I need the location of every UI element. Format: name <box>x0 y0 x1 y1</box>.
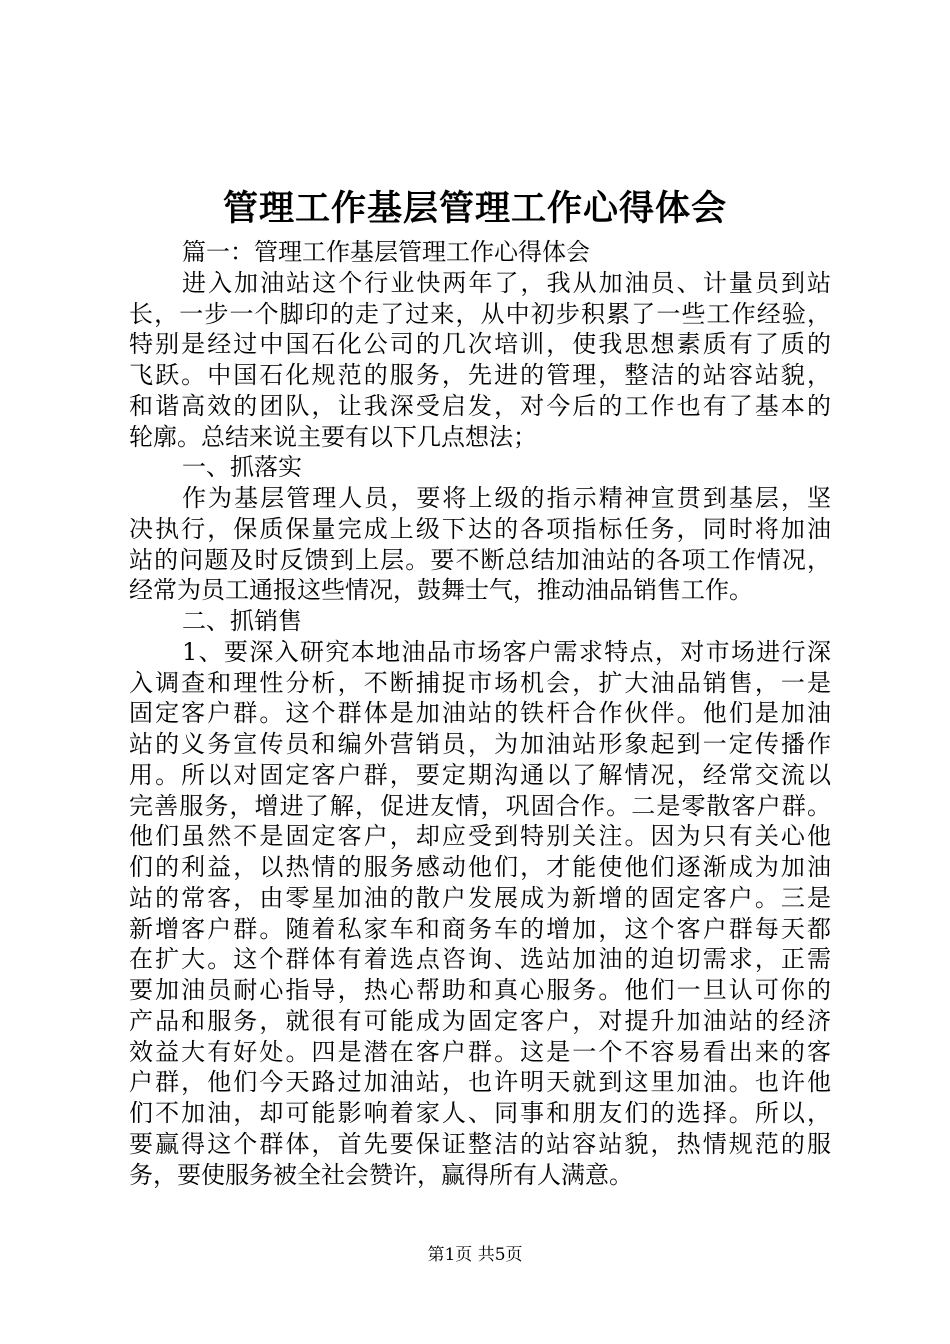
paragraph-line: 们的利益，以热情的服务感动他们，才能使他们逐渐成为加油 <box>129 853 831 881</box>
paragraph-line: 入调查和理性分析，不断捕捉市场机会，扩大油品销售，一是 <box>129 668 831 697</box>
paragraph-line: 户群，他们今天路过加油站，也许明天就到这里加油。也许他 <box>129 1068 831 1097</box>
paragraph-line: 站的问题及时反馈到上层。要不断总结加油站的各项工作情况， <box>129 545 831 574</box>
paragraph-line: 们不加油，却可能影响着家人、同事和朋友们的选择。所以， <box>129 1099 831 1127</box>
paragraph-line: 和谐高效的团队，让我深受启发，对今后的工作也有了基本的 <box>129 391 831 420</box>
paragraph-line: 务，要使服务被全社会赞许，赢得所有人满意。 <box>129 1160 633 1189</box>
document-title: 管理工作基层管理工作心得体会 <box>222 188 727 229</box>
paragraph-line: 轮廓。总结来说主要有以下几点想法； <box>129 422 537 451</box>
paragraph-line: 他们虽然不是固定客户，却应受到特别关注。因为只有关心他 <box>129 822 831 851</box>
paragraph-line: 站的常客，由零星加油的散户发展成为新增的固定客户。三是 <box>129 883 831 912</box>
paragraph-line: 效益大有好处。四是潜在客户群。这是一个不容易看出来的客 <box>129 1037 831 1066</box>
page-number-footer: 第1页 共5页 <box>427 1245 523 1265</box>
paragraph-line: 经常为员工通报这些情况，鼓舞士气，推动油品销售工作。 <box>129 576 753 605</box>
paragraph-line: 长，一步一个脚印的走了过来，从中初步积累了一些工作经验， <box>129 299 831 328</box>
paragraph-line: 1、要深入研究本地油品市场客户需求特点，对市场进行深 <box>182 637 831 666</box>
section-heading: 一、抓落实 <box>182 453 302 482</box>
paragraph-line: 站的义务宣传员和编外营销员，为加油站形象起到一定传播作 <box>129 730 831 758</box>
document-body <box>129 237 831 1190</box>
paragraph-line: 决执行，保质保量完成上级下达的各项指标任务，同时将加油 <box>129 514 831 543</box>
paragraph-line: 飞跃。中国石化规范的服务，先进的管理，整洁的站容站貌， <box>129 361 831 389</box>
paragraph-line: 固定客户群。这个群体是加油站的铁杆合作伙伴。他们是加油 <box>129 699 831 728</box>
paragraph-line: 完善服务，增进了解，促进友情，巩固合作。二是零散客户群。 <box>129 791 831 820</box>
paragraph-line: 产品和服务，就很有可能成为固定客户，对提升加油站的经济 <box>129 1006 831 1035</box>
paragraph-line: 在扩大。这个群体有着选点咨询、选站加油的迫切需求，正需 <box>129 945 831 974</box>
paragraph-line: 作为基层管理人员，要将上级的指示精神宣贯到基层，坚 <box>182 484 831 512</box>
section-heading: 篇一：管理工作基层管理工作心得体会 <box>182 238 590 266</box>
paragraph-line: 新增客户群。随着私家车和商务车的增加，这个客户群每天都 <box>129 914 831 943</box>
paragraph-line: 进入加油站这个行业快两年了，我从加油员、计量员到站 <box>182 268 831 297</box>
paragraph-line: 要加油员耐心指导，热心帮助和真心服务。他们一旦认可你的 <box>129 976 831 1004</box>
paragraph-line: 要赢得这个群体，首先要保证整洁的站容站貌，热情规范的服 <box>129 1129 831 1158</box>
paragraph-line: 用。所以对固定客户群，要定期沟通以了解情况，经常交流以 <box>129 760 831 789</box>
section-heading: 二、抓销售 <box>182 607 302 635</box>
paragraph-line: 特别是经过中国石化公司的几次培训，使我思想素质有了质的 <box>129 330 831 359</box>
